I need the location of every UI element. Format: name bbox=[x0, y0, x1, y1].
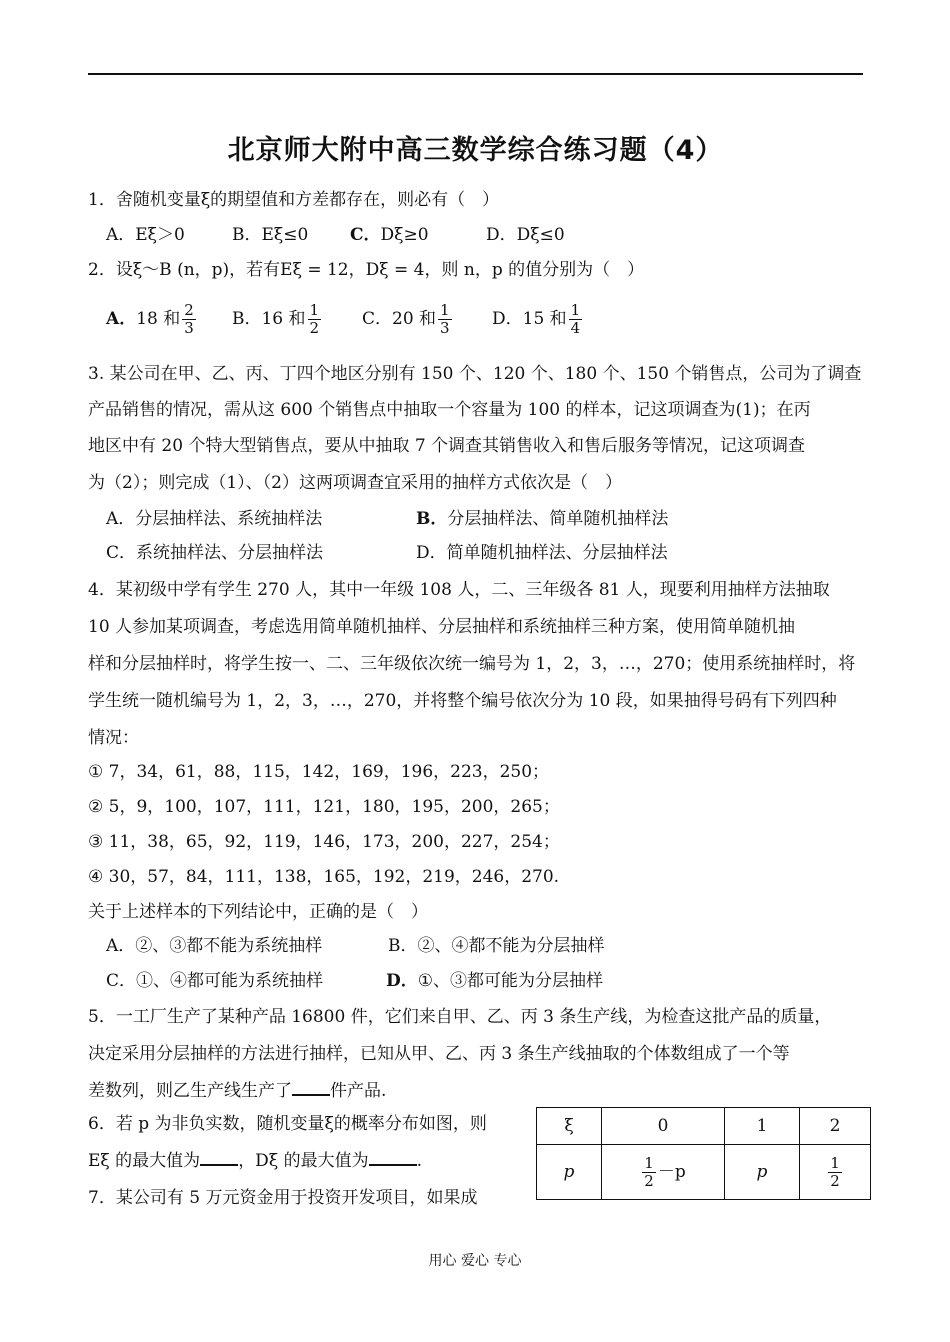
q4-sample-4: ④ 30，57，84，111，138，165，192，219，246，270. bbox=[88, 867, 560, 887]
table-header-row bbox=[537, 1108, 871, 1145]
q4-question: 关于上述样本的下列结论中，正确的是（ ） bbox=[88, 902, 428, 922]
q4-sample-3: ③ 11，38，65，92，119，146，173，200，227，254； bbox=[88, 832, 560, 852]
q2-option-b-fraction bbox=[308, 302, 322, 337]
q3-line-1: 3. 某公司在甲、乙、丙、丁四个地区分别有 150 个、120 个、180 个、150 个销售点，公司为了调查 bbox=[88, 364, 862, 384]
table-cell bbox=[602, 1145, 725, 1200]
q1-option-c bbox=[350, 223, 429, 247]
q3-line-3: 地区中有 20 个特大型销售点，要从中抽取 7 个调查其销售收入和售后服务等情况，记这项调查 bbox=[88, 436, 806, 456]
cell-tail: －p bbox=[657, 1161, 686, 1182]
q2-option-d bbox=[492, 302, 584, 337]
q1-option-c-label: C． bbox=[350, 225, 381, 245]
q5-line-3-text: 差数列，则乙生产线生产了 bbox=[88, 1081, 292, 1101]
table-header-cell: 1 bbox=[725, 1108, 800, 1145]
q5-line-3 bbox=[88, 1078, 386, 1103]
fraction-denominator: 3 bbox=[440, 319, 450, 337]
q3-line-2: 产品销售的情况，需从这 600 个销售点中抽取一个容量为 100 的样本，记这项调查为(1)；在丙 bbox=[88, 400, 811, 420]
page-title: 北京师大附中高三数学综合练习题（4） bbox=[227, 135, 724, 166]
q7-line-1: 7．某公司有 5 万元资金用于投资开发项目，如果成 bbox=[88, 1188, 478, 1208]
q5-line-1: 5．一工厂生产了某种产品 16800 件，它们来自甲、乙、丙 3 条生产线，为检查这批产品的质量， bbox=[88, 1007, 832, 1027]
header-rule bbox=[88, 73, 863, 75]
q2-option-a-fraction bbox=[182, 302, 196, 337]
fraction-numerator: 2 bbox=[184, 301, 194, 319]
fraction-numerator: 1 bbox=[644, 1153, 654, 1172]
q3-option-a: A．分层抽样法、系统抽样法 bbox=[106, 509, 323, 529]
probability-distribution-table bbox=[536, 1107, 871, 1200]
q4-option-d bbox=[386, 969, 603, 993]
q4-line-4: 学生统一随机编号为 1，2，3，…，270，并将整个编号依次分为 10 段，如果抽得号码有下列四种 bbox=[88, 691, 837, 711]
fraction-numerator: 1 bbox=[830, 1153, 840, 1172]
q6-line-2 bbox=[88, 1148, 422, 1173]
q3-option-c: C．系统抽样法、分层抽样法 bbox=[106, 543, 324, 563]
cell-fraction bbox=[642, 1155, 656, 1190]
q4-line-2: 10 人参加某项调查，考虑选用简单随机抽样、分层抽样和系统抽样三种方案，使用简单随机抽 bbox=[88, 617, 796, 637]
q4-line-5: 情况： bbox=[88, 728, 139, 748]
table-header-cell: 2 bbox=[800, 1108, 871, 1145]
q2-option-d-fraction bbox=[569, 302, 583, 337]
answer-blank bbox=[369, 1148, 417, 1166]
table-cell: p bbox=[725, 1145, 800, 1200]
table-row bbox=[537, 1145, 871, 1200]
q2-option-b bbox=[232, 302, 323, 337]
fraction-denominator: 3 bbox=[184, 319, 194, 337]
q3-line-4: 为（2）；则完成（1）、（2）这两项调查宜采用的抽样方式依次是（ ） bbox=[88, 473, 622, 493]
fraction-denominator: 2 bbox=[644, 1171, 654, 1190]
q4-option-b: B．②、④都不能为分层抽样 bbox=[388, 936, 605, 956]
q1-option-c-text: Dξ≥0 bbox=[380, 225, 429, 245]
q2-option-a bbox=[106, 302, 198, 337]
q5-line-2: 决定采用分层抽样的方法进行抽样，已知从甲、乙、丙 3 条生产线抽取的个体数组成了一个等 bbox=[88, 1044, 790, 1064]
q4-sample-1: ① 7，34，61，88，115，142，169，196，223，250； bbox=[88, 762, 550, 782]
q1-option-d: D．Dξ≤0 bbox=[486, 225, 565, 245]
q4-option-d-label: D． bbox=[386, 971, 418, 991]
q2-option-c-text: C．20 和 bbox=[362, 309, 437, 329]
q4-option-d-text: ①、③都可能为分层抽样 bbox=[417, 971, 603, 991]
q1-option-a: A．Eξ＞0 bbox=[106, 225, 185, 245]
q4-sample-2: ② 5，9，100，107，111，121，180，195，200，265； bbox=[88, 797, 560, 817]
answer-blank bbox=[292, 1078, 330, 1096]
fraction-denominator: 4 bbox=[570, 319, 581, 337]
page-footer: 用心 爱心 专心 bbox=[428, 1253, 522, 1269]
table-cell bbox=[800, 1145, 871, 1200]
fraction-numerator: 1 bbox=[440, 301, 450, 319]
q4-line-3: 样和分层抽样时，将学生按一、二、三年级依次统一编号为 1，2，3，…，270；使用系统抽样时，将 bbox=[88, 654, 856, 674]
q6-line-2-a: Eξ 的最大值为 bbox=[88, 1151, 201, 1171]
q2-option-c bbox=[362, 302, 454, 337]
fraction-denominator: 2 bbox=[830, 1171, 840, 1190]
q2-option-a-text: 18 和 bbox=[136, 309, 181, 329]
q6-line-1: 6．若 p 为非负实数，随机变量ξ的概率分布如图，则 bbox=[88, 1114, 487, 1134]
q4-line-1: 4．某初级中学有学生 270 人，其中一年级 108 人，二、三年级各 81 人，现要利用抽样方法抽取 bbox=[88, 580, 830, 600]
q3-option-b-label: B． bbox=[416, 509, 448, 529]
fraction-numerator: 1 bbox=[570, 301, 581, 319]
q3-option-b bbox=[416, 507, 668, 531]
q1-option-b: B．Eξ≤0 bbox=[232, 225, 309, 245]
q2-option-d-text: D．15 和 bbox=[492, 309, 567, 329]
table-header-cell: ξ bbox=[537, 1108, 602, 1145]
q4-option-c: C．①、④都可能为系统抽样 bbox=[106, 971, 324, 991]
q3-option-d: D．简单随机抽样法、分层抽样法 bbox=[416, 543, 668, 563]
q3-option-b-text: 分层抽样法、简单随机抽样法 bbox=[447, 509, 669, 529]
q5-line-3-end: 件产品. bbox=[330, 1081, 387, 1101]
table-cell: p bbox=[537, 1145, 602, 1200]
q6-line-2-c: . bbox=[416, 1151, 422, 1171]
q2-option-b-text: B．16 和 bbox=[232, 309, 306, 329]
q4-option-a: A．②、③都不能为系统抽样 bbox=[106, 936, 323, 956]
q1-stem: 1．舍随机变量ξ的期望值和方差都存在，则必有（ ） bbox=[88, 190, 500, 210]
q2-stem: 2．设ξ～B (n，p)，若有Eξ = 12，Dξ = 4，则 n，p 的值分别为（ ） bbox=[88, 260, 645, 280]
q2-option-c-fraction bbox=[438, 302, 452, 337]
cell-fraction bbox=[828, 1155, 842, 1190]
fraction-numerator: 1 bbox=[309, 301, 320, 319]
fraction-denominator: 2 bbox=[309, 319, 320, 337]
table-header-cell: 0 bbox=[602, 1108, 725, 1145]
q2-option-a-label: A． bbox=[106, 309, 137, 329]
q6-line-2-b: ，Dξ 的最大值为 bbox=[238, 1151, 369, 1171]
answer-blank bbox=[200, 1148, 238, 1166]
